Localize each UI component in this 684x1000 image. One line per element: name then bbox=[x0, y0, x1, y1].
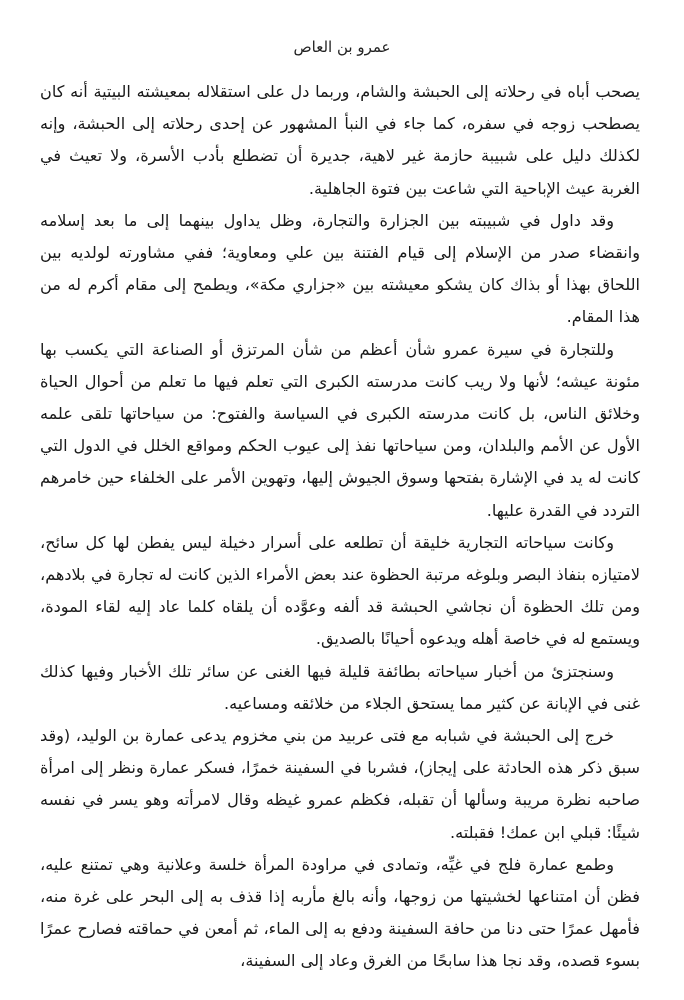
paragraph: وقد داول في شبيبته بين الجزارة والتجارة، وظل يداول بينهما إلى ما بعد إسلامه وانقضاء صدر من الإسلام إلى قيام الفتنة بين علي ومعاوية؛ ففي مشاورته لولديه بين اللحاق بهذا أو بذاك كان يشكو معيشته بين «جزاري مكة»، ويطمح إلى مقام أكرم له من هذا المقام. bbox=[40, 210, 640, 327]
running-title: عمرو بن العاص bbox=[293, 38, 391, 56]
paragraph: وكانت سياحاته التجارية خليقة أن تطلعه على أسرار دخيلة ليس يفطن لها كل سائح، لامتيازه بنفاذ البصر وبلوغه مرتبة الحظوة عند بعض الأمراء الذين كانت له تجارة في بلادهم، ومن تلك الحظوة أن نجاشي الحبشة قد ألفه وعوَّده أن يلقاه كلما عاد إليه لقاء المودة، ويستمع له في خاصة أهله ويدعوه أحيانًا بالصديق. bbox=[40, 532, 640, 649]
paragraph: وطمع عمارة فلج في غيِّه، وتمادى في مراودة المرأة خلسة وعلانية وهي تمتنع عليه، فظن أن امتناعها لخشيتها من زوجها، وأنه بالغ مأربه إذا قذف به إلى البحر على غرة منه، فأمهل عمرًا حتى دنا من حافة السفينة ودفع به إلى الماء، ثم أمعن في حماقته فصارح عمرًا بسوء قصده، وقد نجا هذا سابحًا من الغرق وعاد إلى السفينة، bbox=[40, 854, 640, 971]
paragraph: خرج إلى الحبشة في شبابه مع فتى عربيد من بني مخزوم يدعى عمارة بن الوليد، (وقد سبق ذكر هذه الحادثة على إيجاز)، فشربا في السفينة خمرًا، فسكر عمارة ونظر إلى امرأة صاحبه نظرة مريبة وسألها أن تقبله، فكظم عمرو غيظه وقال لامرأته وهو يسر في نفسه شيئًا: قبلي ابن عمك! فقبلته. bbox=[40, 726, 640, 842]
paragraph: يصحب أباه في رحلاته إلى الحبشة والشام، وربما دل على استقلاله بمعيشته البيتية أنه كان يصطحب زوجه في سفره، كما جاء في النبأ المشهور عن إحدى رحلاته إلى الحبشة، وإنه لكذلك دليل على شبيبة حازمة غير لاهية، جديرة أن تضطلع بأدب الأسرة، ولا تعيث في الغربة عيث الإباحية التي شاعت بين فتوة الجاهلية. bbox=[40, 82, 640, 198]
paragraph: وللتجارة في سيرة عمرو شأن أعظم من شأن المرتزق أو الصناعة التي يكسب بها مئونة عيشه؛ لأنها ولا ريب كانت مدرسته الكبرى التي تعلم فيها ما تعلم من أحوال الحياة وخلائق الناس، بل كانت مدرسته الكبرى في السياسة والفتوح: من سياحاتها تلقى علمه الأول عن الأمم والبلدان، ومن سياحاتها نفذ إلى عيوب الحكم ومواقع الخلل في الدول التي كانت له يد في الإشارة بفتحها وسوق الجيوش إليها، وتهوين الأمر على الخلفاء حين خامرهم التردد في القدرة عليها. bbox=[40, 339, 640, 520]
paragraph: وسنجتزئ من أخبار سياحاته بطائفة قليلة فيها الغنى عن سائر تلك الأخبار وفيها كذلك غنى في الإبانة عن كثير مما يستحق الجلاء من خلائقه ومساعيه. bbox=[40, 661, 640, 713]
body-text bbox=[40, 76, 640, 978]
